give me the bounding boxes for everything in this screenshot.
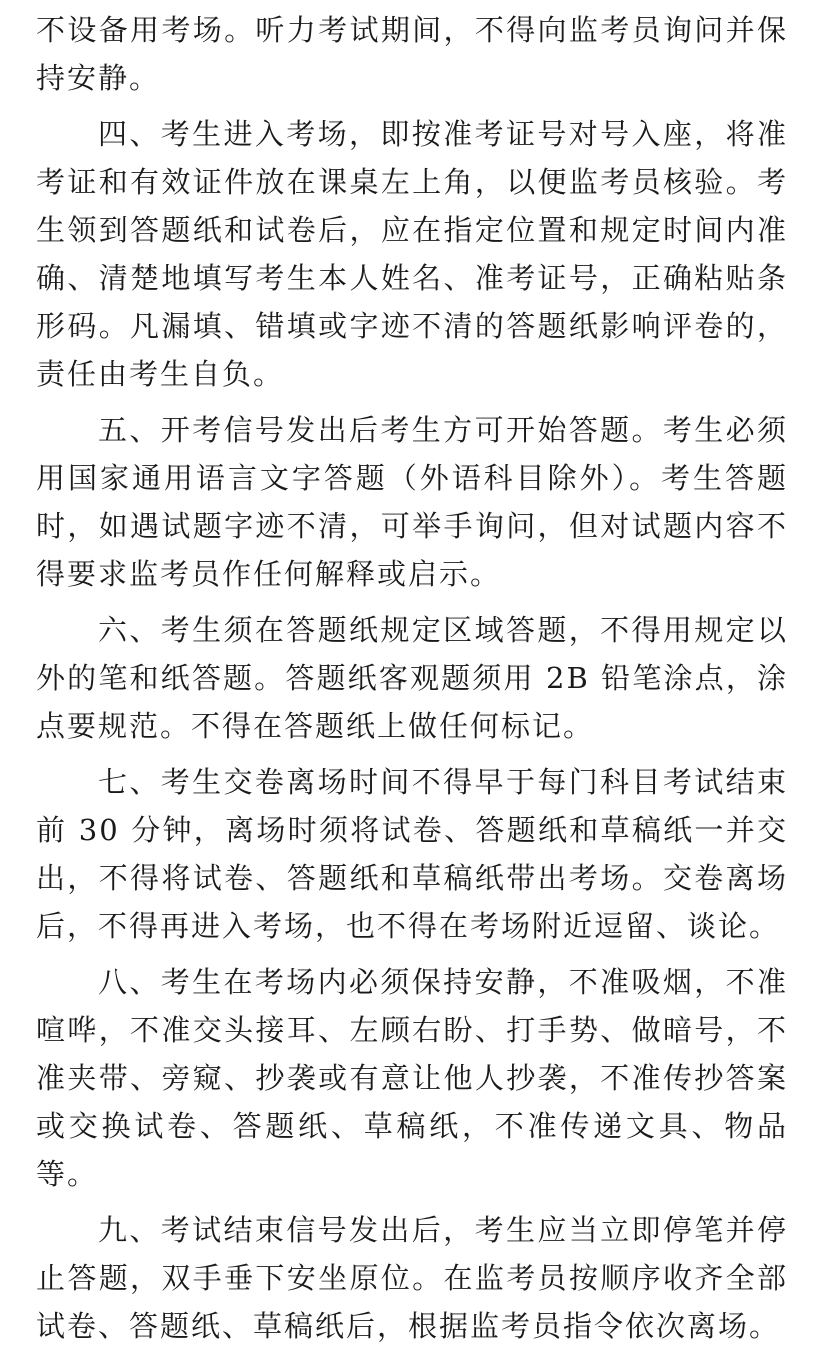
paragraph-rule-four: 四、考生进入考场，即按准考证号对号入座，将准考证和有效证件放在课桌左上角，以便监考员核验。考生领到答题纸和试卷后，应在指定位置和规定时间内准确、清楚地填写考生本人姓名、准考证号，正确粘贴条形码。凡漏填、错填或字迹不清的答题纸影响评卷的，责任由考生自负。 bbox=[36, 117, 788, 391]
paragraph-rule-eight: 八、考生在考场内必须保持安静，不准吸烟，不准喧哗，不准交头接耳、左顾右盼、打手势、做暗号，不准夹带、旁窥、抄袭或有意让他人抄袭，不准传抄答案或交换试卷、答题纸、草稿纸，不准传递文具、物品等。 bbox=[36, 965, 788, 1191]
paragraph-rule-six: 六、考生须在答题纸规定区域答题，不得用规定以外的笔和纸答题。答题纸客观题须用 2B 铅笔涂点，涂点要规范。不得在答题纸上做任何标记。 bbox=[36, 613, 788, 743]
paragraph-continued-rule-three: 不设备用考场。听力考试期间，不得向监考员询问并保持安静。 bbox=[36, 13, 788, 95]
paragraph-rule-five: 五、开考信号发出后考生方可开始答题。考生必须用国家通用语言文字答题（外语科目除外）。考生答题时，如遇试题字迹不清，可举手询问，但对试题内容不得要求监考员作任何解释或启示。 bbox=[36, 413, 788, 591]
paragraph-rule-nine: 九、考试结束信号发出后，考生应当立即停笔并停止答题，双手垂下安坐原位。在监考员按顺序收齐全部试卷、答题纸、草稿纸后，根据监考员指令依次离场。 bbox=[36, 1213, 788, 1343]
paragraph-rule-seven: 七、考生交卷离场时间不得早于每门科目考试结束前 30 分钟，离场时须将试卷、答题纸和草稿纸一并交出，不得将试卷、答题纸和草稿纸带出考场。交卷离场后，不得再进入考场，也不得在考场附近逗留、谈论。 bbox=[36, 765, 788, 943]
document-page bbox=[36, 0, 788, 1350]
